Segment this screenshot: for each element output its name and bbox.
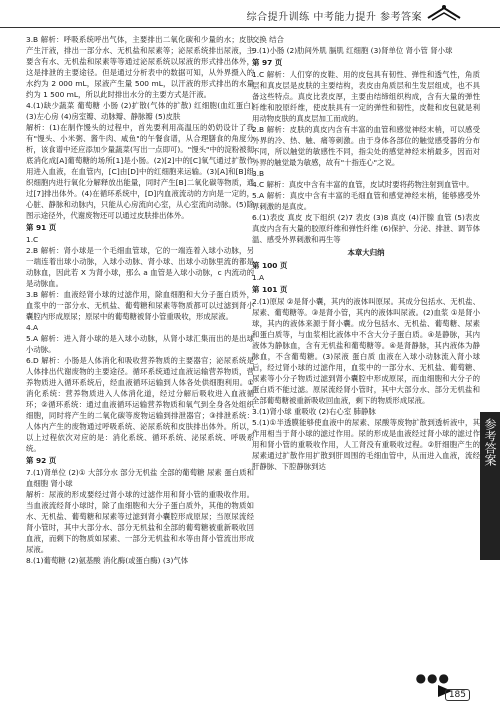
text-paragraph: 解析：尿液的形成要经过肾小球的过滤作用和肾小管的重吸收作用。当血液流经肾小球时，除了血细胞和大分子蛋白质外，其他的物质如水、无机盐、葡萄糖和尿素等过滤到肾小囊腔形成原尿；当原尿流经肾小管时，其中大部分水、部分无机盐和全部的葡萄糖被重新吸收回血液，而剩下的物质如尿素、一部分无机盐和水等由肾小管流出形成尿液。 (26, 490, 254, 554)
text-paragraph: 4.A (26, 323, 39, 332)
text-paragraph: 4.(1)缺少蔬菜 葡萄糖 小肠 (2)扩散(气体的扩散) 红细胞(血红蛋白) (3)左心房 (4)房室瓣、动脉瓣、静脉瓣 (5)皮肤 (26, 101, 254, 121)
text-paragraph: 本章大归纳 (347, 248, 385, 257)
right-column (252, 34, 480, 472)
text-paragraph: 3.B 解析：呼吸系统呼出气体，主要排出二氧化碳和少量的水；皮肤产生汗液，排出一部分水、无机盐和尿素等；泌尿系统排出尿液，主要含有水、无机盐和尿素等等通过泌尿系统以尿液的形式排出体外，这是排泄的主要途径。但是通过分析表中的数据可知，从外界摄入的水约为 2 000 mL，尿液产生量 500 mL，以汗液的形式排出的水量约为 1 500 mL，所以此时排出水分的主要方式是汗液。 (26, 35, 254, 99)
text-paragraph: 2.(1)原尿 ②是肾小囊，其内的液体叫原尿。其成分包括水、无机盐、尿素、葡萄糖等。③是肾小管，其内的液体叫尿液。(2)血浆 ①是肾小球，其内的液体来源于肾小囊。成分包括水、无机盐、葡萄糖、尿素和蛋白质等，与血浆相比液体中不含大分子蛋白质。④是静脉，其内液体为静脉血，含有无机盐和葡萄糖等。④是肾静脉，其内液体为静脉血，不含葡萄糖。(3)尿液 蛋白质 血液在入球小动脉流入肾小球后，经过肾小球的过滤作用，血浆中的一部分水、无机盐、葡萄糖、尿素等小分子物质过滤到肾小囊腔中形成原尿，而血细胞和大分子的蛋白质不能过滤。原尿流经肾小管时，其中大部分水、部分无机盐和全部葡萄糖被重新吸收回血液，剩下的物质形成尿液。 (252, 297, 480, 405)
header-title: 综合提升训练 中考能力提升 参考答案 (246, 12, 422, 23)
text-paragraph: 6.(1)表皮 真皮 皮下组织 (2)7 表皮 (3)8 真皮 (4)汗腺 血管 (5)表皮 真皮内含有大量的胶原纤维和弹性纤维 (6)保护、分泌、排泄、调节体温、感受外界刺激和再生等 (252, 213, 480, 244)
text-paragraph: 2.B 解析：皮肤的真皮内含有丰富的血管和感觉神经末梢，可以感受外界的冷、热、触、痛等刺激。由于身体各部位的触觉感受器的分布不同，所以触觉的敏感性不同，指尖处的感觉神经末梢最多，因而对外界的触觉最为敏感，故有"十指连心"之说。 (252, 125, 480, 167)
text-paragraph: 1.C 解析：人们穿的皮鞋、用的皮包具有韧性、弹性和透气性，角质层和真皮层是皮肤的主要结构，表皮由角质层和生发层组成，也不具备这些特点。真皮比表皮厚，主要由结缔组织构成，含有大量的弹性纤维和胶原纤维，使皮肤具有一定的弹性和韧性，皮鞋和皮包就是利用动物皮肤的真皮层加工而成的。 (252, 70, 480, 123)
book-logo-icon (424, 2, 464, 24)
text-paragraph: 第 92 页 (26, 456, 57, 465)
text-paragraph: 第 101 页 (252, 285, 288, 294)
text-paragraph: 8.(1)葡萄糖 (2)氨基酸 消化酶(或蛋白酶) (3)气体 (26, 556, 189, 565)
text-paragraph: 3.B 解析：血液经肾小球的过滤作用，除血细胞和大分子蛋白质外，血浆中的一部分水、无机盐、葡萄糖和尿素等物质都可以过滤到肾小囊腔内形成原尿；原尿中的葡萄糖被肾小管重吸收，形成尿液。 (26, 290, 254, 321)
text-paragraph: 7.(1)肾单位 (2)① 大部分水 部分无机盐 全部的葡萄糖 尿素 蛋白质和血细胞 肾小球 (26, 468, 254, 488)
text-paragraph: 9.(1)小肠 (2)肋间外肌 膈肌 红细胞 (3)肾单位 肾小管 肾小球 (252, 46, 453, 55)
text-paragraph: 第 91 页 (26, 223, 57, 232)
text-paragraph: 第 97 页 (252, 58, 283, 67)
text-paragraph: 3.(1)肾小球 重吸收 (2)右心室 肺静脉 (252, 407, 376, 416)
text-paragraph: 4.C 解析：真皮中含有丰富的血管，皮试时要将药物注射到血管中。 (252, 180, 474, 189)
text-paragraph: 5.(1)①半透膜能够使血液中的尿素、尿酸等废物扩散到透析液中，其作用相当于肾小球的滤过作用。尿的形成是血液经过肾小球的滤过作用和肾小管的重吸收作用，人工肾没有重吸收过程。②肝细胞产生的尿素通过扩散作用扩散到肝周围的毛细血管中，从而进入血液，流经肝静脉、下腔静脉到达 (252, 418, 480, 471)
text-paragraph: 5.A 解析：真皮中含有丰富的毛细血管和感觉神经末梢，能够感受外界刺激的是真皮。 (252, 191, 480, 211)
text-paragraph: 3.B (252, 169, 265, 178)
left-column (26, 34, 254, 566)
text-paragraph: 第 100 页 (252, 261, 288, 270)
text-paragraph: 6.D 解析：小肠是人体消化和吸收营养物质的主要器官；泌尿系统是人体排出代谢废物的主要途径。循环系统通过血液运输营养物质，营养物质进入循环系统后，经血液循环运输到人体各处供细胞利用。①消化系统：营养物质进入人体消化道，经过分解后吸收进入血液循环；②循环系统：通过血液循环运输营养物质和氧气到全身各处组织细胞，同时将产生的二氧化碳等废物运输到排泄器官；③排泄系统：人体内产生的废物通过呼吸系统、泌尿系统和皮肤排出体外。所以，以上过程依次对应的是：消化系统、循环系统、泌尿系统、呼吸系统。 (26, 356, 254, 453)
side-tab-label: 参考答案 (483, 418, 497, 466)
side-tab-answers (480, 412, 500, 560)
text-paragraph: 交换 结合 (252, 35, 284, 44)
decorative-dots: ●●● (415, 671, 450, 685)
header-rule (0, 27, 500, 28)
text-paragraph: 1.A (252, 273, 265, 282)
text-paragraph: 2.B 解析：肾小球是一个毛细血管球，它的一端连着入球小动脉，另一端连着出球小动脉，入球小动脉、肾小球、出球小动脉里流的都是动脉血，因此若 X 为肾小球，那么 a 血管是入球小动脉，c 内流动的是动脉血。 (26, 246, 254, 288)
text-paragraph: 解析：(1)在制作馒头的过程中，首先要利用高温压的奶奶设计了我有"馒头、小米粥、酱牛肉、咸鱼"的午餐食谱，从合理膳食的角度分析，该食谱中还应添加少量蔬菜(写出一点即可)。"馒头"中的淀粉被彻底消化成[A]葡萄糖的场所[1]是小肠。(2)[2]中的[C]氧气通过扩散作用进入血液，在血管内，[C]由[D]中的红细胞来运输。(3)[A]和[B]组织细胞内进行氧化分解释放出能量，同时产生[B]二氧化碳等物质，通过[7]排出体外。(4)在循环系统中，[D]内血液流动的方向是一定的，心脏、静脉和动脉内，只能从心房流向心室，从心室流向动脉。(5)除图示途径外，代谢废物还可以通过皮肤排出体外。 (26, 123, 254, 220)
page-number: 185 (445, 689, 470, 701)
text-paragraph: 1.C (26, 235, 39, 244)
text-paragraph: 5.A 解析：进入肾小球的是入球小动脉，从肾小球汇集而出的是出球小动脉。 (26, 334, 254, 354)
page-header (0, 0, 500, 28)
